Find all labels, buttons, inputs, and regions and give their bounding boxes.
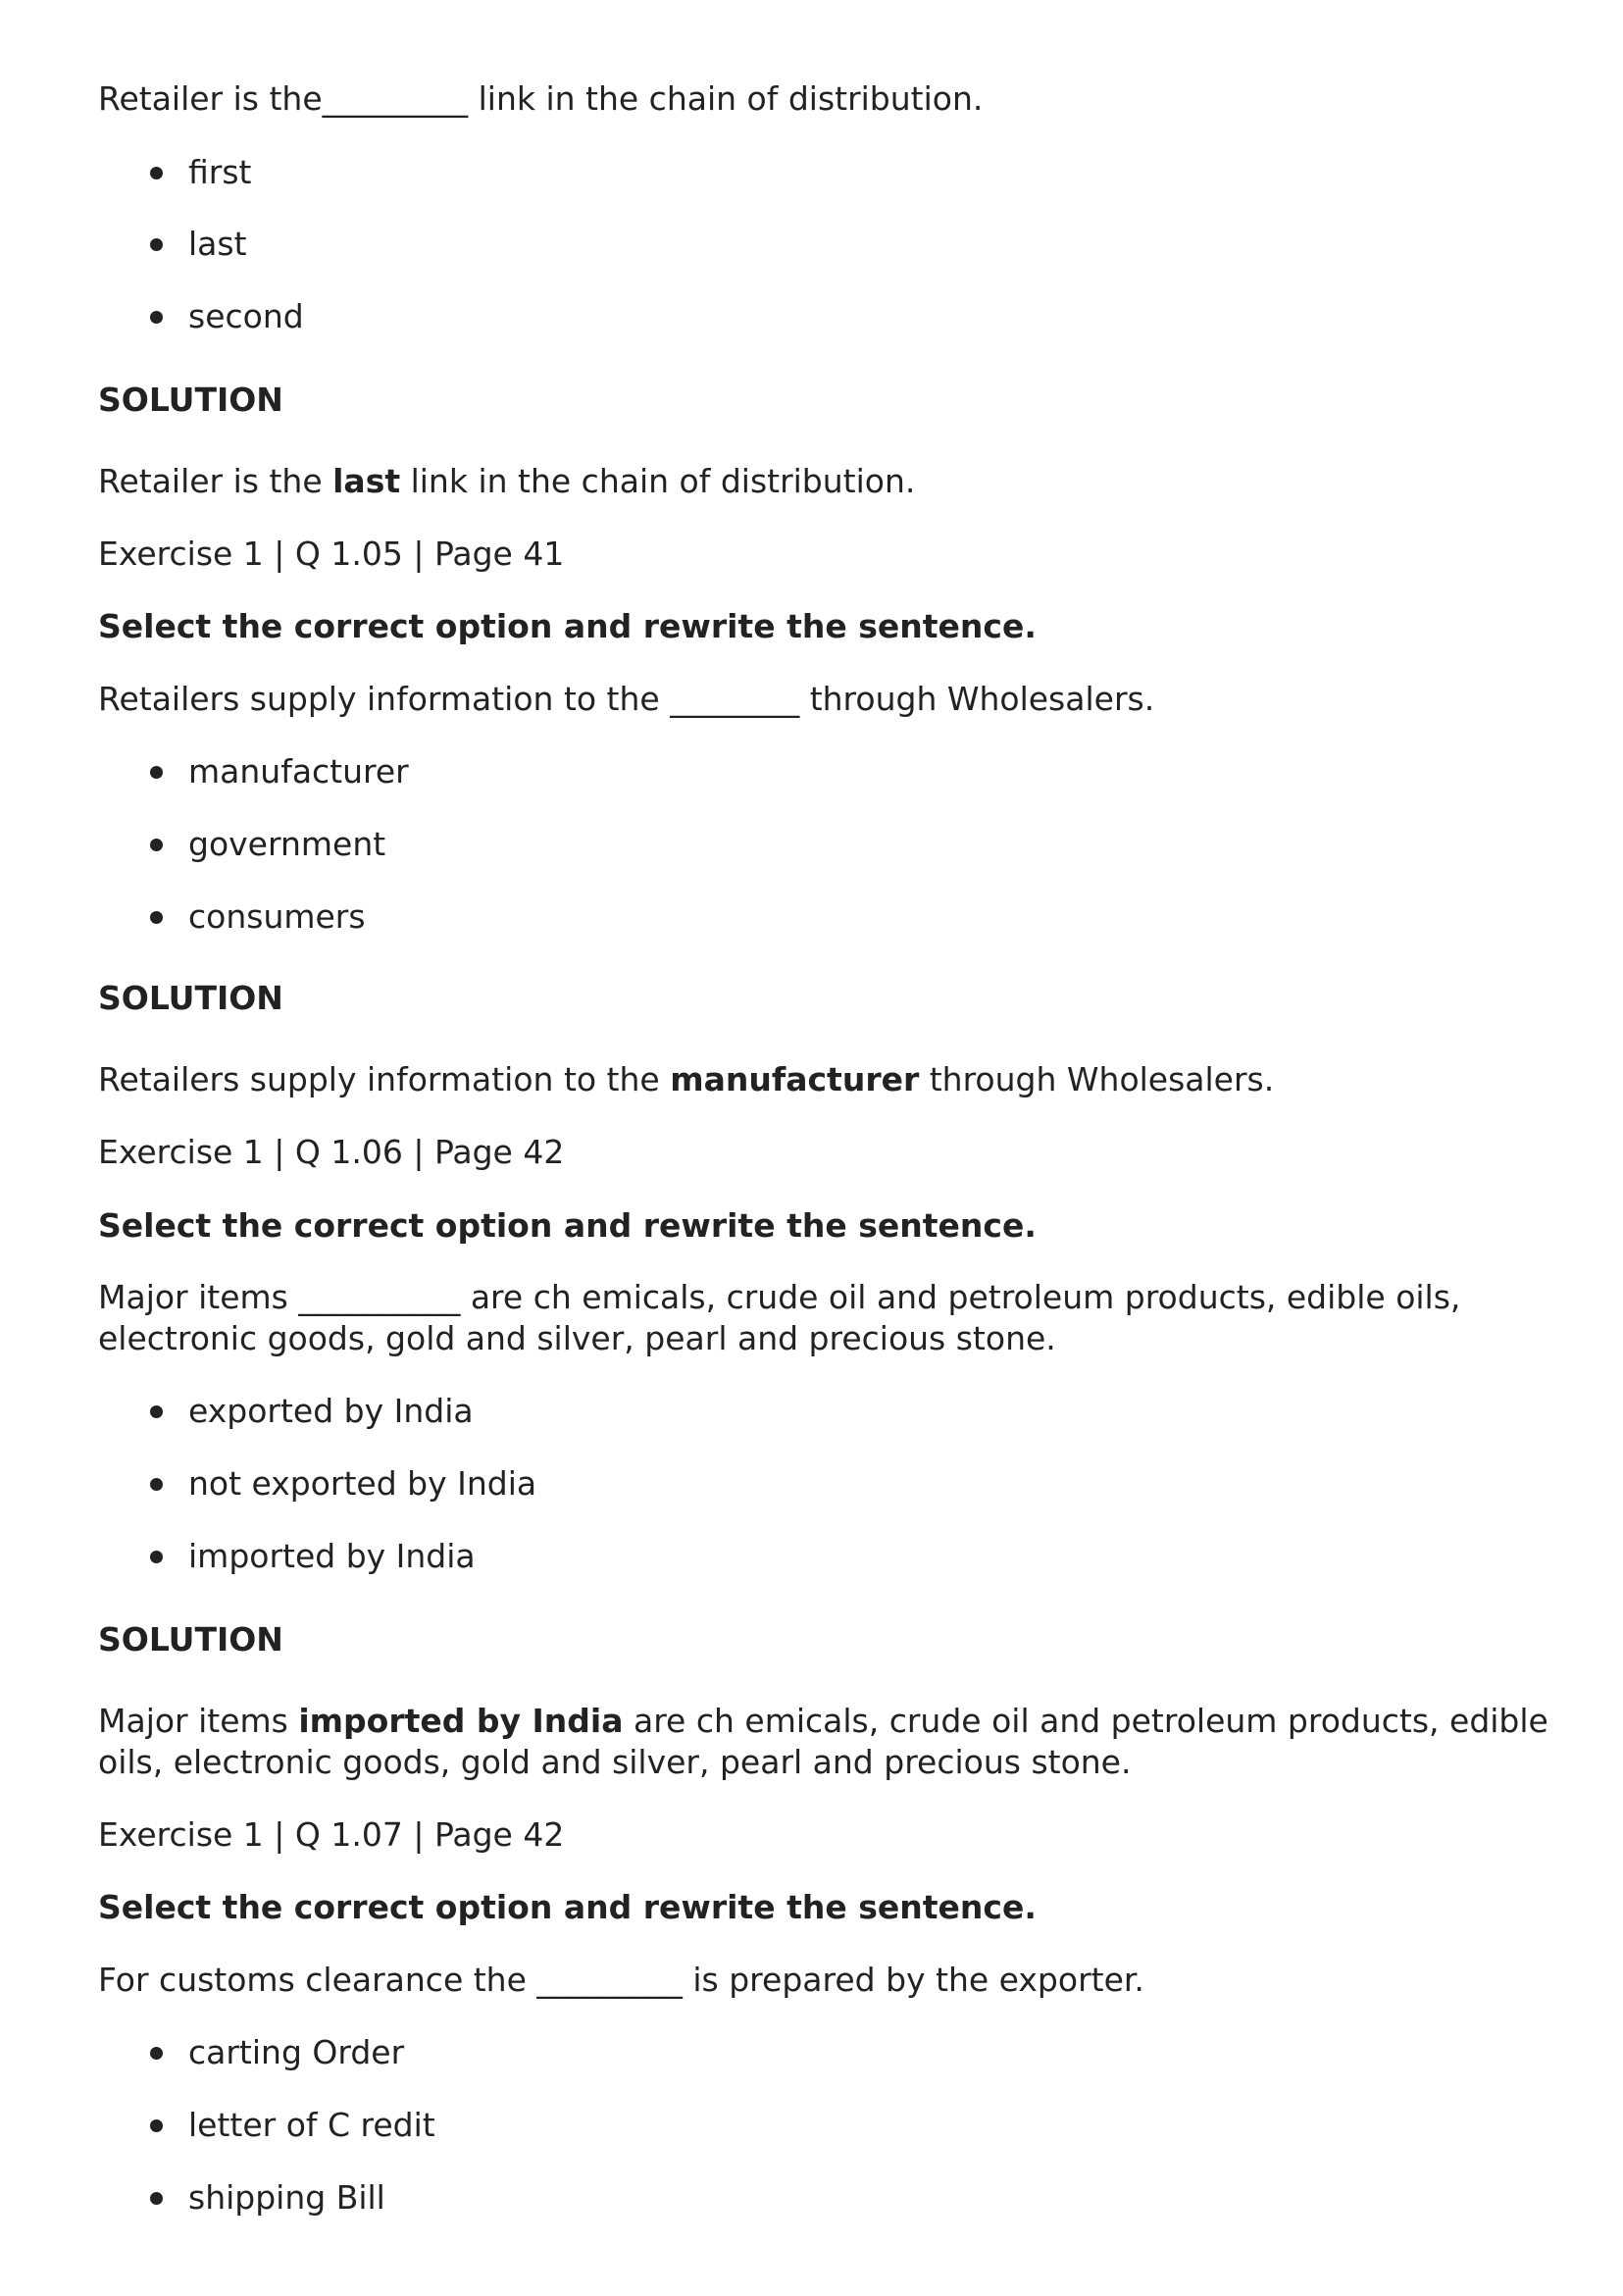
- option-item: exported by India: [188, 1392, 474, 1430]
- exercise-reference: Exercise 1 | Q 1.05 | Page 41: [98, 535, 565, 573]
- instruction-text: Select the correct option and rewrite the sentence.: [98, 607, 1037, 645]
- bullet-icon: [150, 766, 163, 779]
- answer-highlight: manufacturer: [670, 1060, 920, 1098]
- solution-answer: [98, 1059, 1540, 1100]
- instruction-text: Select the correct option and rewrite the sentence.: [98, 1888, 1037, 1926]
- question-text: Major items __________ are ch emicals, crude oil and petroleum products, edible oils,: [98, 1278, 1461, 1316]
- answer-text: link in the chain of distribution.: [400, 462, 916, 500]
- bullet-icon: [150, 2192, 163, 2205]
- answer-text: Retailer is the: [98, 462, 333, 500]
- question-text: Retailers supply information to the ________ through Wholesalers.: [98, 680, 1155, 718]
- answer-highlight: last: [332, 462, 401, 500]
- option-item: carting Order: [188, 2033, 405, 2071]
- option-item: manufacturer: [188, 752, 409, 791]
- exercise-reference: Exercise 1 | Q 1.07 | Page 42: [98, 1815, 565, 1854]
- option-item: last: [188, 225, 247, 263]
- bullet-icon: [150, 839, 163, 851]
- bullet-icon: [150, 1405, 163, 1418]
- question-text: Retailer is the_________ link in the chain of distribution.: [98, 79, 984, 118]
- bullet-icon: [150, 1551, 163, 1563]
- answer-text: through Wholesalers.: [919, 1060, 1275, 1098]
- bullet-icon: [150, 311, 163, 324]
- option-item: consumers: [188, 897, 366, 936]
- question-text: For customs clearance the _________ is prepared by the exporter.: [98, 1961, 1144, 1999]
- answer-highlight: imported by India: [298, 1702, 624, 1740]
- answer-text: Retailers supply information to the: [98, 1060, 671, 1098]
- exercise-reference: Exercise 1 | Q 1.06 | Page 42: [98, 1133, 565, 1171]
- answer-text: Major items: [98, 1702, 299, 1740]
- bullet-icon: [150, 911, 163, 924]
- solution-answer-continued: oils, electronic goods, gold and silver, pearl and precious stone.: [98, 1743, 1132, 1781]
- solution-heading: SOLUTION: [98, 979, 283, 1017]
- option-item: letter of C redit: [188, 2106, 435, 2144]
- bullet-icon: [150, 238, 163, 251]
- bullet-icon: [150, 167, 163, 179]
- question-text: electronic goods, gold and silver, pearl and precious stone.: [98, 1319, 1056, 1357]
- bullet-icon: [150, 2047, 163, 2060]
- answer-text: are ch emicals, crude oil and petroleum products, edible: [623, 1702, 1548, 1740]
- bullet-icon: [150, 1478, 163, 1491]
- option-item: shipping Bill: [188, 2178, 385, 2217]
- solution-heading: SOLUTION: [98, 1620, 283, 1658]
- solution-heading: SOLUTION: [98, 381, 283, 419]
- option-item: not exported by India: [188, 1464, 537, 1503]
- option-item: government: [188, 825, 386, 863]
- option-item: second: [188, 297, 304, 335]
- bullet-icon: [150, 2119, 163, 2132]
- solution-answer: [98, 1701, 1548, 1742]
- solution-answer: [98, 461, 1540, 502]
- instruction-text: Select the correct option and rewrite the sentence.: [98, 1206, 1037, 1245]
- option-item: imported by India: [188, 1537, 476, 1575]
- option-item: first: [188, 153, 252, 191]
